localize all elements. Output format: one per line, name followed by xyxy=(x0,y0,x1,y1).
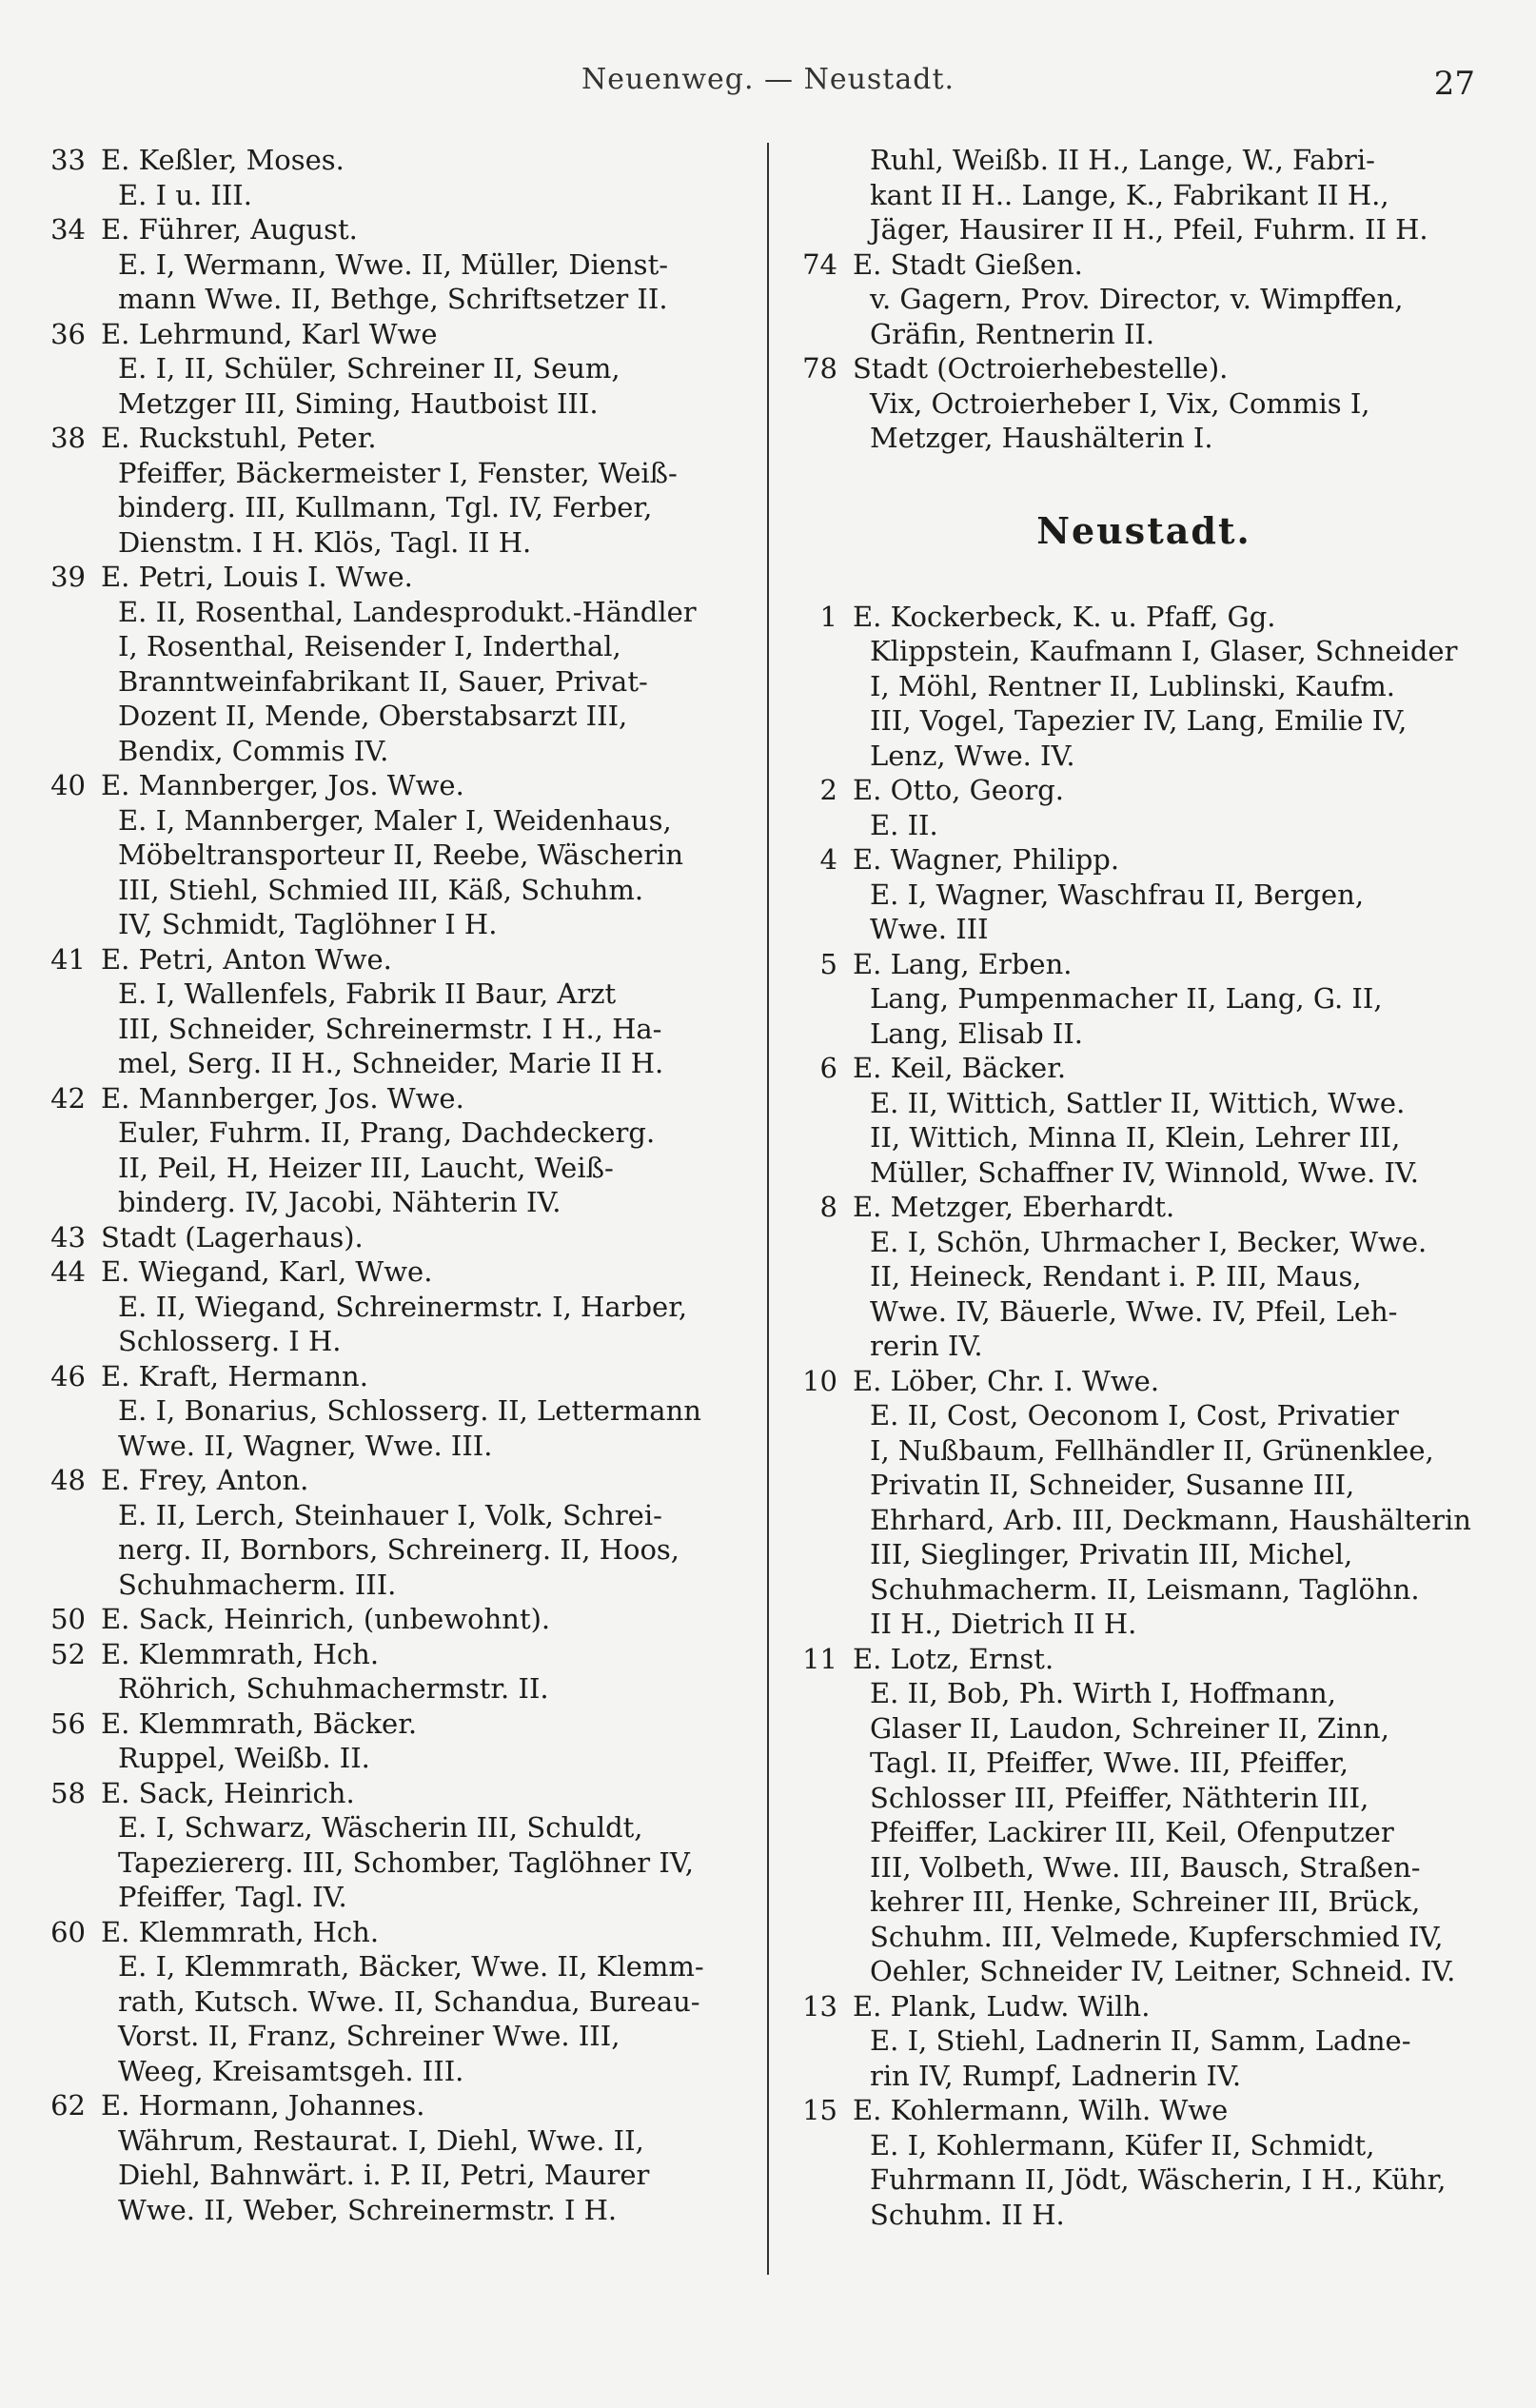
continued-resident-line: Ruhl, Weißb. II H., Lange, W., Fabri- xyxy=(870,144,1375,176)
house-entry xyxy=(49,1707,733,1776)
resident-line: Schlosserg. I H. xyxy=(118,1325,342,1357)
house-entry xyxy=(49,1602,733,1637)
resident-line: Branntweinfabrikant II, Sauer, Privat- xyxy=(118,664,648,698)
resident-line: rerin IV. xyxy=(870,1330,983,1362)
resident-line: Vix, Octroierheber I, Vix, Commis I, xyxy=(870,386,1370,420)
resident-line: E. I, Schwarz, Wäscherin III, Schuldt, xyxy=(118,1811,643,1844)
page-number: 27 xyxy=(1433,65,1475,103)
resident-line: Schlosser III, Pfeiffer, Näthterin III, xyxy=(870,1781,1369,1814)
house-entry xyxy=(49,1463,733,1602)
resident-line: II, Heineck, Rendant i. P. III, Maus, xyxy=(870,1260,1362,1293)
resident-line: III, Volbeth, Wwe. III, Bausch, Straßen- xyxy=(870,1850,1421,1884)
owner-line: E. Plank, Ludw. Wilh. xyxy=(853,1989,1151,2023)
entry-head xyxy=(49,1602,733,1637)
house-entry xyxy=(49,1359,733,1464)
entry-head xyxy=(801,947,1487,982)
right-entries-neuenweg xyxy=(801,247,1487,456)
house-entry xyxy=(49,768,733,942)
house-entry xyxy=(801,947,1487,1052)
house-entry xyxy=(801,351,1487,456)
house-entry xyxy=(49,1081,733,1220)
entry-head xyxy=(801,1190,1487,1225)
resident-line: Schuhmacherm. III. xyxy=(118,1568,397,1601)
resident-line: Fuhrmann II, Jödt, Wäscherin, I H., Kühr, xyxy=(870,2163,1447,2196)
resident-line: E. I, Wallenfels, Fabrik II Baur, Arzt xyxy=(118,977,617,1010)
resident-line: Pfeiffer, Tagl. IV. xyxy=(118,1881,347,1913)
resident-line: E. I, Mannberger, Maler I, Weidenhaus, xyxy=(118,803,672,837)
resident-line: Pfeiffer, Bäckermeister I, Fenster, Weiß- xyxy=(118,456,678,489)
right-column xyxy=(801,143,1487,2232)
house-number: 52 xyxy=(50,1637,86,1670)
house-number: 34 xyxy=(50,213,86,246)
house-entry xyxy=(801,1989,1487,2094)
house-entry xyxy=(801,600,1487,774)
resident-line: Tapeziererg. III, Schomber, Taglöhner IV, xyxy=(118,1845,694,1879)
house-number: 13 xyxy=(802,1989,837,2023)
entry-head xyxy=(801,600,1487,635)
entry-head xyxy=(49,1776,733,1811)
entry-head xyxy=(49,1081,733,1116)
resident-line: Dienstm. I H. Klös, Tagl. II H. xyxy=(118,525,532,559)
owner-line: E. Sack, Heinrich. xyxy=(101,1776,355,1809)
resident-line: Ruppel, Weißb. II. xyxy=(118,1742,370,1774)
house-entry xyxy=(49,1776,733,1915)
column-divider xyxy=(767,143,769,2275)
house-number: 42 xyxy=(50,1081,86,1115)
house-entry xyxy=(49,2088,733,2227)
resident-line: v. Gagern, Prov. Director, v. Wimpffen, xyxy=(870,283,1404,315)
house-entry xyxy=(49,1254,733,1359)
resident-line: E. II, Lerch, Steinhauer I, Volk, Schrei- xyxy=(118,1498,662,1531)
resident-line: III, Vogel, Tapezier IV, Lang, Emilie IV, xyxy=(870,704,1408,737)
resident-line: E. I u. III. xyxy=(118,178,252,211)
entry-head xyxy=(49,1220,733,1255)
house-entry xyxy=(49,421,733,560)
resident-line: E. II, Wiegand, Schreinermstr. I, Harber, xyxy=(118,1290,688,1323)
house-number: 39 xyxy=(50,561,86,593)
entry-head xyxy=(49,1463,733,1498)
resident-line: Währum, Restaurat. I, Diehl, Wwe. II, xyxy=(118,2123,644,2157)
resident-line: Pfeiffer, Lackirer III, Keil, Ofenputzer xyxy=(870,1816,1394,1848)
house-entry xyxy=(801,773,1487,842)
resident-line: binderg. III, Kullmann, Tgl. IV, Ferber, xyxy=(118,491,653,523)
owner-line: E. Lang, Erben. xyxy=(853,947,1073,980)
resident-line: Privatin II, Schneider, Susanne III, xyxy=(870,1469,1355,1501)
house-entry xyxy=(801,1051,1487,1190)
house-entry xyxy=(801,842,1487,947)
resident-line: II, Peil, H, Heizer III, Laucht, Weiß- xyxy=(118,1151,614,1184)
owner-line: E. Mannberger, Jos. Wwe. xyxy=(101,1081,464,1115)
resident-line: III, Schneider, Schreinermstr. I H., Ha- xyxy=(118,1012,662,1045)
resident-line: Glaser II, Laudon, Schreiner II, Zinn, xyxy=(870,1711,1389,1745)
house-number: 56 xyxy=(50,1707,86,1740)
resident-line: IV, Schmidt, Taglöhner I H. xyxy=(118,908,498,940)
entry-head xyxy=(49,942,733,977)
entry-head xyxy=(801,247,1487,283)
continued-resident-line: kant II H.. Lange, K., Fabrikant II H., xyxy=(870,178,1389,211)
house-number: 60 xyxy=(50,1915,86,1948)
entry-head xyxy=(801,1989,1487,2024)
resident-line: Schuhm. III, Velmede, Kupferschmied IV, xyxy=(870,1920,1444,1953)
house-number: 74 xyxy=(802,247,837,281)
resident-line: rin IV, Rumpf, Ladnerin IV. xyxy=(870,2059,1242,2092)
entry-head xyxy=(49,317,733,352)
resident-line: Lenz, Wwe. IV. xyxy=(870,739,1075,772)
resident-line: E. II, Wittich, Sattler II, Wittich, Wwe. xyxy=(870,1086,1406,1119)
entry-head xyxy=(801,1642,1487,1677)
house-entry xyxy=(801,1642,1487,1989)
owner-line: E. Petri, Louis I. Wwe. xyxy=(101,561,413,593)
resident-line: Wwe. IV, Bäuerle, Wwe. IV, Pfeil, Leh- xyxy=(870,1294,1398,1328)
resident-line: E. I, Schön, Uhrmacher I, Becker, Wwe. xyxy=(870,1225,1428,1258)
owner-line: E. Hormann, Johannes. xyxy=(101,2089,425,2122)
owner-line: E. Lehrmund, Karl Wwe xyxy=(101,317,438,350)
resident-line: E. I, II, Schüler, Schreiner II, Seum, xyxy=(118,352,620,385)
resident-line: E. I, Kohlermann, Küfer II, Schmidt, xyxy=(870,2128,1375,2161)
house-entry xyxy=(49,212,733,317)
owner-line: E. Ruckstuhl, Peter. xyxy=(101,422,377,454)
resident-line: Euler, Fuhrm. II, Prang, Dachdeckerg. xyxy=(118,1116,656,1149)
entry-head xyxy=(801,1051,1487,1086)
owner-line: E. Klemmrath, Bäcker. xyxy=(101,1707,418,1740)
resident-line: Röhrich, Schuhmachermstr. II. xyxy=(118,1672,549,1705)
right-entries-neustadt xyxy=(801,600,1487,2233)
owner-line: E. Kraft, Hermann. xyxy=(101,1359,368,1392)
resident-line: Gräfin, Rentnerin II. xyxy=(870,317,1155,350)
house-number: 40 xyxy=(50,769,86,801)
resident-line: Wwe. II, Weber, Schreinermstr. I H. xyxy=(118,2193,618,2226)
entry-head xyxy=(49,1254,733,1290)
house-number: 44 xyxy=(50,1255,86,1288)
owner-line: E. Wagner, Philipp. xyxy=(853,843,1120,876)
resident-line: E. II. xyxy=(870,808,938,841)
resident-line: Weeg, Kreisamtsgeh. III. xyxy=(118,2054,464,2087)
house-number: 6 xyxy=(819,1052,837,1084)
left-column xyxy=(49,143,733,2227)
resident-line: E. II, Bob, Ph. Wirth I, Hoffmann, xyxy=(870,1677,1336,1709)
house-number: 2 xyxy=(819,774,837,806)
continuation-block xyxy=(801,143,1487,247)
resident-line: Möbeltransporteur II, Reebe, Wäscherin xyxy=(118,839,684,871)
resident-line: Schuhm. II H. xyxy=(870,2198,1065,2231)
resident-line: I, Möhl, Rentner II, Lublinski, Kaufm. xyxy=(870,669,1396,702)
entry-head xyxy=(49,421,733,456)
resident-line: E. I, Klemmrath, Bäcker, Wwe. II, Klemm- xyxy=(118,1950,704,1983)
house-entry xyxy=(801,247,1487,352)
owner-line: E. Löber, Chr. I. Wwe. xyxy=(853,1364,1160,1397)
running-title: Neuenweg. — Neustadt. xyxy=(581,63,955,96)
resident-line: I, Rosenthal, Reisender I, Inderthal, xyxy=(118,630,621,662)
resident-line: mann Wwe. II, Bethge, Schriftsetzer II. xyxy=(118,283,668,315)
resident-line: Ehrhard, Arb. III, Deckmann, Haushälterin xyxy=(870,1503,1471,1536)
owner-line: E. Klemmrath, Hch. xyxy=(101,1637,380,1670)
owner-line: E. Otto, Georg. xyxy=(853,774,1065,806)
resident-line: Wwe. II, Wagner, Wwe. III. xyxy=(118,1429,493,1462)
resident-line: Bendix, Commis IV. xyxy=(118,734,389,767)
house-number: 38 xyxy=(50,422,86,454)
resident-line: Wwe. III xyxy=(870,913,989,945)
resident-line: mel, Serg. II H., Schneider, Marie II H. xyxy=(118,1047,664,1079)
entry-head xyxy=(49,2088,733,2123)
owner-line: E. Metzger, Eberhardt. xyxy=(853,1191,1175,1223)
entry-head xyxy=(49,1637,733,1672)
owner-line: E. Frey, Anton. xyxy=(101,1464,309,1496)
entry-head xyxy=(801,1364,1487,1399)
resident-line: E. I, Wagner, Waschfrau II, Bergen, xyxy=(870,878,1365,911)
house-number: 46 xyxy=(50,1359,86,1392)
resident-line: Dozent II, Mende, Oberstabsarzt III, xyxy=(118,700,628,732)
house-entry xyxy=(49,560,733,768)
house-number: 5 xyxy=(819,947,837,980)
house-entry xyxy=(49,317,733,422)
house-number: 62 xyxy=(50,2089,86,2122)
house-entry xyxy=(49,1637,733,1707)
entry-head xyxy=(801,2093,1487,2128)
continued-resident-line: Jäger, Hausirer II H., Pfeil, Fuhrm. II H. xyxy=(870,213,1428,246)
owner-line: E. Kohlermann, Wilh. Wwe xyxy=(853,2094,1229,2126)
resident-line: Klippstein, Kaufmann I, Glaser, Schneider xyxy=(870,635,1458,667)
resident-line: II H., Dietrich II H. xyxy=(870,1608,1137,1640)
owner-line: E. Wiegand, Karl, Wwe. xyxy=(101,1255,433,1288)
section-title: Neustadt. xyxy=(1036,508,1251,552)
house-number: 4 xyxy=(819,843,837,876)
entry-head xyxy=(49,143,733,178)
owner-line: Stadt (Octroierhebestelle). xyxy=(853,352,1229,385)
house-number: 33 xyxy=(50,144,86,176)
resident-line: E. II, Rosenthal, Landesprodukt.-Händler xyxy=(118,595,697,628)
house-number: 36 xyxy=(50,317,86,350)
resident-line: II, Wittich, Minna II, Klein, Lehrer III, xyxy=(870,1121,1401,1154)
owner-line: E. Keßler, Moses. xyxy=(101,144,345,176)
house-entry xyxy=(49,942,733,1081)
resident-line: E. II, Cost, Oeconom I, Cost, Privatier xyxy=(870,1399,1399,1431)
house-entry xyxy=(801,1364,1487,1642)
house-number: 8 xyxy=(819,1191,837,1223)
entry-head xyxy=(49,1707,733,1742)
resident-line: E. I, Wermann, Wwe. II, Müller, Dienst- xyxy=(118,247,669,281)
house-number: 43 xyxy=(50,1220,86,1253)
resident-line: Lang, Pumpenmacher II, Lang, G. II, xyxy=(870,982,1383,1015)
house-entry xyxy=(49,1915,733,2089)
resident-line: Diehl, Bahnwärt. i. P. II, Petri, Maurer xyxy=(118,2159,650,2191)
owner-line: E. Führer, August. xyxy=(101,213,358,246)
house-number: 15 xyxy=(802,2094,837,2126)
owner-line: E. Mannberger, Jos. Wwe. xyxy=(101,769,464,801)
house-number: 50 xyxy=(50,1603,86,1635)
owner-line: E. Lotz, Ernst. xyxy=(853,1642,1054,1675)
house-number: 58 xyxy=(50,1776,86,1809)
resident-line: E. I, Bonarius, Schlosserg. II, Lettermann xyxy=(118,1394,701,1427)
house-entry xyxy=(801,2093,1487,2232)
resident-line: E. I, Stiehl, Ladnerin II, Samm, Ladne- xyxy=(870,2024,1411,2057)
owner-line: E. Stadt Gießen. xyxy=(853,247,1083,281)
entry-head xyxy=(801,773,1487,808)
entry-head xyxy=(49,1359,733,1394)
resident-line: Tagl. II, Pfeiffer, Wwe. III, Pfeiffer, xyxy=(870,1747,1349,1779)
entry-head xyxy=(49,560,733,595)
house-number: 41 xyxy=(50,942,86,976)
entry-head xyxy=(49,768,733,803)
resident-line: Metzger III, Siming, Hautboist III. xyxy=(118,386,599,420)
resident-line: III, Stiehl, Schmied III, Käß, Schuhm. xyxy=(118,873,644,906)
resident-line: Müller, Schaffner IV, Winnold, Wwe. IV. xyxy=(870,1155,1419,1189)
house-number: 78 xyxy=(802,352,837,385)
running-header xyxy=(0,63,1536,105)
resident-line: rath, Kutsch. Wwe. II, Schandua, Bureau- xyxy=(118,1984,700,2018)
owner-line: E. Keil, Bäcker. xyxy=(853,1052,1067,1084)
resident-line: Lang, Elisab II. xyxy=(870,1016,1084,1050)
resident-line: nerg. II, Bornbors, Schreinerg. II, Hoos, xyxy=(118,1533,680,1566)
entry-head xyxy=(49,212,733,247)
house-entry xyxy=(49,143,733,212)
house-number: 48 xyxy=(50,1464,86,1496)
resident-line: Oehler, Schneider IV, Leitner, Schneid. IV. xyxy=(870,1955,1456,1987)
resident-line: Schuhmacherm. II, Leismann, Taglöhn. xyxy=(870,1572,1420,1606)
resident-line: Metzger, Haushälterin I. xyxy=(870,422,1213,454)
owner-line: E. Klemmrath, Hch. xyxy=(101,1915,380,1948)
owner-line: Stadt (Lagerhaus). xyxy=(101,1220,364,1253)
house-entry xyxy=(801,1190,1487,1364)
resident-line: binderg. IV, Jacobi, Nähterin IV. xyxy=(118,1186,561,1218)
house-number: 10 xyxy=(802,1364,837,1397)
entry-head xyxy=(801,351,1487,386)
house-number: 11 xyxy=(802,1642,837,1675)
resident-line: I, Nußbaum, Fellhändler II, Grünenklee, xyxy=(870,1433,1434,1467)
entry-head xyxy=(49,1915,733,1950)
house-number: 1 xyxy=(819,600,837,633)
resident-line: kehrer III, Henke, Schreiner III, Brück, xyxy=(870,1885,1421,1918)
owner-line: E. Petri, Anton Wwe. xyxy=(101,942,392,976)
entry-head xyxy=(801,842,1487,878)
house-entry xyxy=(49,1220,733,1255)
owner-line: E. Kockerbeck, K. u. Pfaff, Gg. xyxy=(853,600,1276,633)
resident-line: III, Sieglinger, Privatin III, Michel, xyxy=(870,1538,1353,1570)
resident-line: Vorst. II, Franz, Schreiner Wwe. III, xyxy=(118,2020,620,2052)
owner-line: E. Sack, Heinrich, (unbewohnt). xyxy=(101,1603,551,1635)
